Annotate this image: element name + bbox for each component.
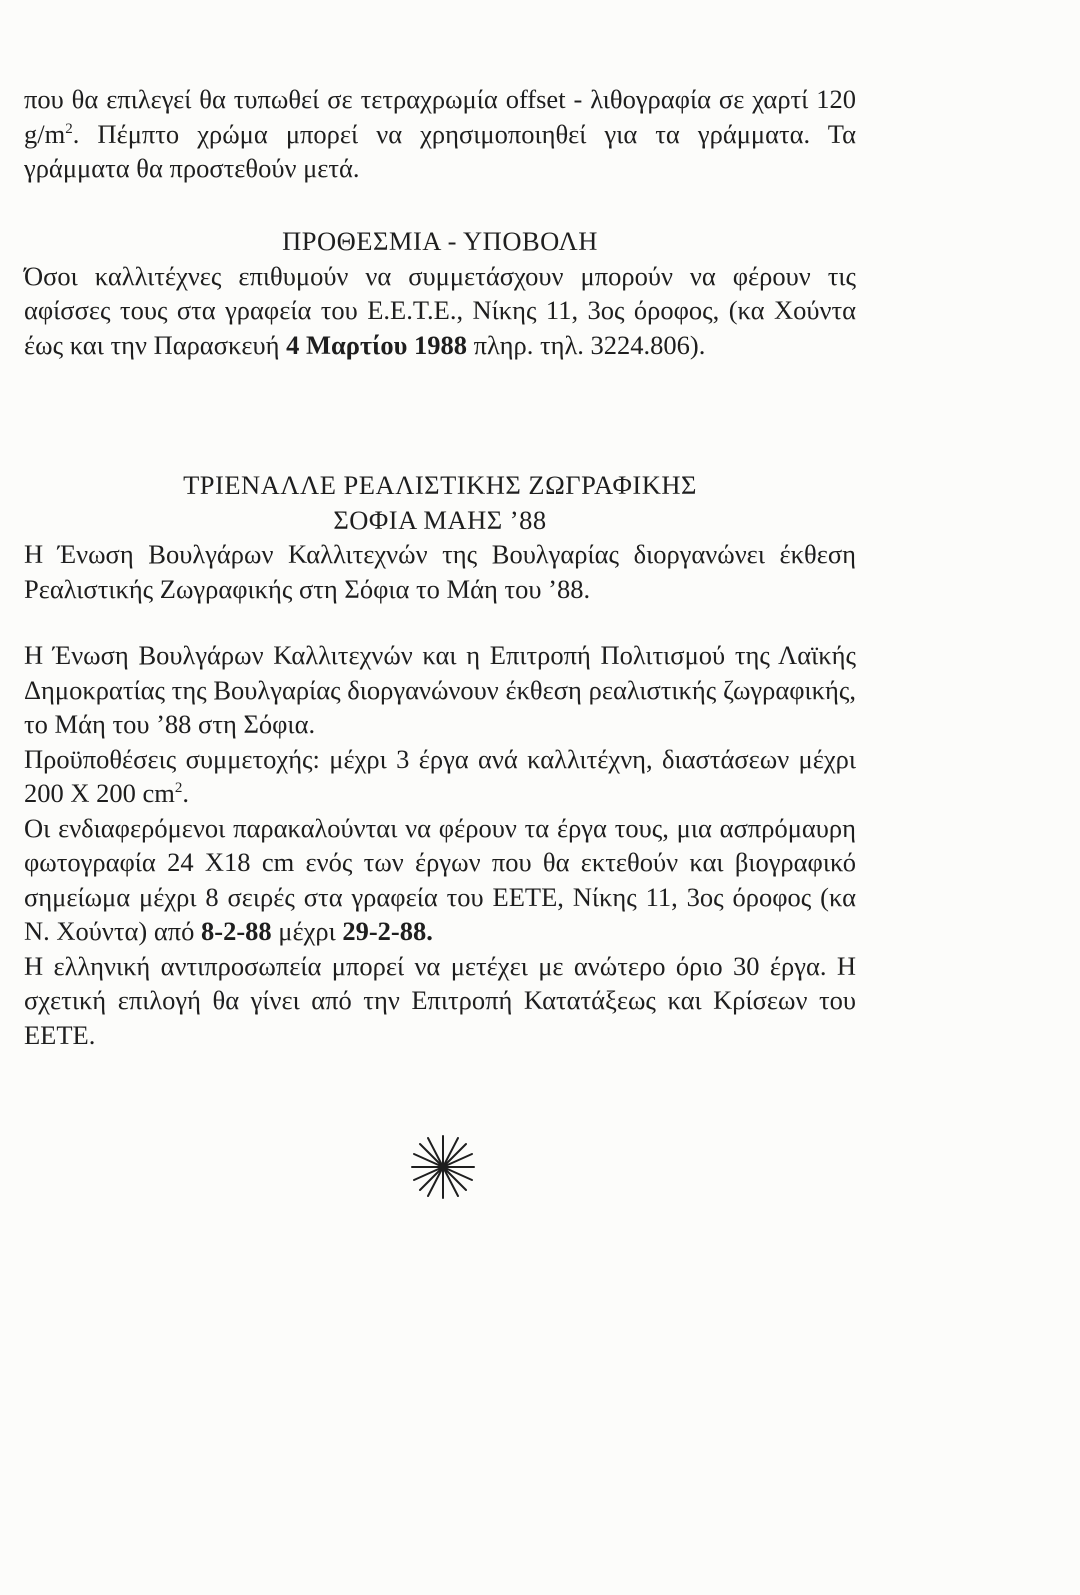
triennale-intro: Η Ένωση Βουλγάρων Καλλιτεχνών της Βουλγαρίας διοργανώνει έκθεση Ρεαλιστικής Ζωγραφικής στη Σόφια το Μάη του ’88.: [24, 539, 856, 604]
triennale-heading: ΤΡΙΕΝΑΛΛΕ ΡΕΑΛΙΣΤΙΚΗΣ ΖΩΓΡΑΦΙΚΗΣ: [183, 470, 697, 500]
deadline-date: 4 Μαρτίου 1988: [286, 329, 467, 360]
details-paragraph-3: [24, 811, 856, 949]
deadline-paragraph: [24, 259, 856, 363]
intro-text-2: . Πέμπτο χρώμα μπορεί να χρησιμοποιηθεί για τα γράμματα. Τα γράμματα θα προστεθούν μετά.: [24, 118, 856, 183]
superscript-2: 2: [65, 120, 73, 137]
deadline-heading: ΠΡΟΘΕΣΜΙΑ - ΥΠΟΒΟΛΗ: [282, 226, 598, 256]
details-paragraph-1: Η Ένωση Βουλγάρων Καλλιτεχνών και η Επιτροπή Πολιτισμού της Λαϊκής Δημοκρατίας της Βουλγαρίας διοργανώνουν έκθεση ρεαλιστικής ζωγραφικής, το Μάη του ’88 στη Σόφια.: [24, 640, 856, 739]
start-date: 8-2-88: [201, 916, 272, 946]
intro-paragraph: [24, 82, 856, 186]
details-section: [24, 638, 856, 1052]
details-paragraph-4: Η ελληνική αντιπροσωπεία μπορεί να μετέχει με ανώτερο όριο 30 έργα. Η σχετική επιλογή θα γίνει από την Επιτροπή Κατατάξεως και Κρίσεων του ΕΕΤΕ.: [24, 950, 856, 1050]
conditions-text: Προϋποθέσεις συμμετοχής: μέχρι 3 έργα ανά καλλιτέχνη, διαστάσεων μέχρι 200 Χ 200 cm: [24, 743, 856, 808]
superscript-2b: 2: [174, 780, 183, 797]
deadline-text-2: πληρ. τηλ. 3224.806).: [467, 329, 706, 360]
intro-text-1: που θα επιλεγεί θα τυπωθεί σε τετραχρωμία offset - λιθογραφία σε χαρτί 120 g/m: [24, 84, 856, 149]
deadline-section: [24, 224, 856, 362]
triennale-subheading: ΣΟΦΙΑ ΜΑΗΣ ’88: [333, 504, 547, 535]
triennale-section: [24, 468, 856, 606]
conditions-end: .: [182, 778, 190, 808]
submission-text: Οι ενδιαφερόμενοι παρακαλούνται να φέρουν τα έργα τους, μια ασπρόμαυρη φωτογραφία 24 Χ18 cm ενός των έργων που θα εκτεθούν και βιογραφικό σημείωμα μέχρι 8 σειρές στα γραφεία του ΕΕΤΕ, Νίκης 11, 3ος όροφος (κα Ν. Χούντα) από: [24, 812, 856, 946]
end-date: 29-2-88.: [342, 916, 433, 946]
deadline-text-1: Όσοι καλλιτέχνες επιθυμούν να συμμετάσχουν μπορούν να φέρουν τις αφίσσες τους στα γραφεία του Ε.Ε.Τ.Ε., Νίκης 11, 3ος όροφος, (κα Χούντα έως και την Παρασκευή: [24, 260, 856, 360]
until-text: μέχρι: [271, 916, 343, 946]
asterisk-ornament-icon: [410, 1134, 476, 1200]
details-paragraph-2: [24, 742, 856, 811]
